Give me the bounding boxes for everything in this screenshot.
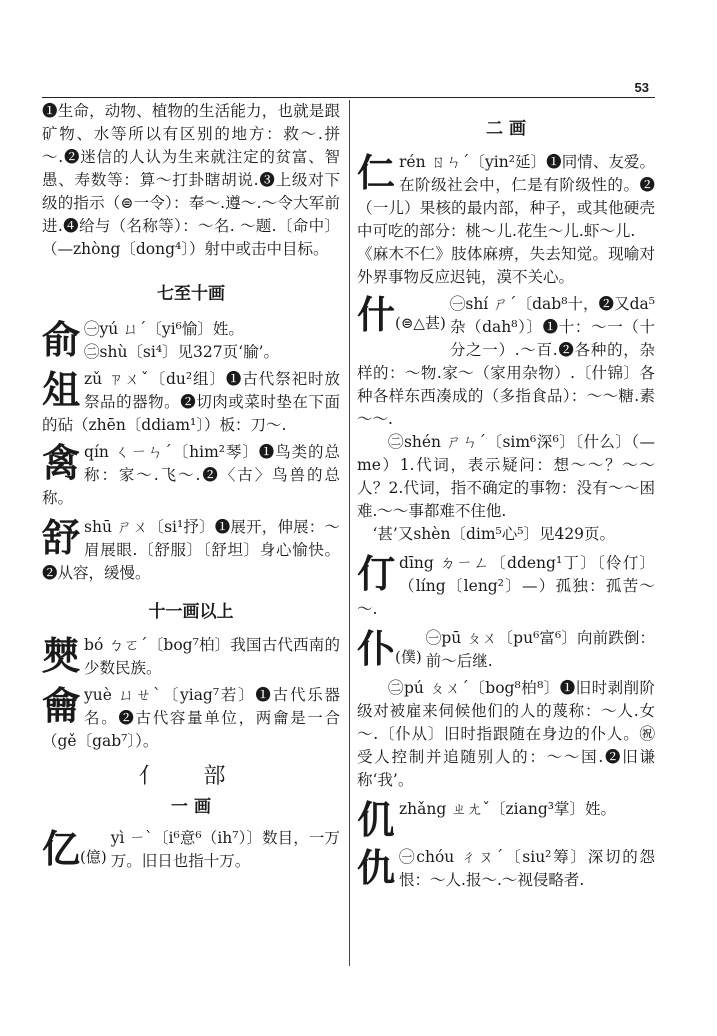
dictionary-entry xyxy=(42,368,340,437)
headword: 俎 xyxy=(42,368,81,412)
dictionary-entry xyxy=(42,684,340,753)
header-rule xyxy=(42,97,655,98)
dictionary-entry xyxy=(357,151,655,243)
entry-text: ㊀pū ㄆㄨ〔pu⁶富⁶〕向前跌倒：前～后继. xyxy=(425,629,655,670)
dictionary-entry xyxy=(357,846,655,892)
cross-reference: ‘甚’又shèn〔dim⁵心⁵〕见429页。 xyxy=(372,525,616,543)
section-heading: 七至十画 xyxy=(157,284,225,304)
headword: 仁 xyxy=(357,151,396,195)
entry-subsense: 《麻木不仁》肢体麻痹，失去知觉。现喻对外界事物反应迟钝，漠不关心。 xyxy=(357,245,655,286)
section-heading: 十一画以上 xyxy=(148,602,234,622)
entry-text: rén ㄖㄣˊ〔yin²延〕❶同情、友爱。在阶级社会中，仁是有阶级性的。❷（一儿）果核的最内部，种子，或其他硬壳中可吃的部分：桃～儿.花生～儿.虾～儿. xyxy=(357,153,655,240)
continued-entry: ❶生命，动物、植物的生活能力，也就是跟矿物、水等所以有区别的地方：救～.拼～.❷迷信的人认为生来就注定的贫富、智愚、寿数等：算～打卦瞎胡说.❸上级对下级的指示（⊜一令）：奉～.遵～.～令大军前进.❹给与（名称等）：～名. ～题.〔命中〕（—zhòng〔dong⁴〕）射中或击中目标。 xyxy=(42,102,340,258)
entry-text: zhǎng ㄓㄤˇ〔ziang³掌〕姓。 xyxy=(399,800,616,818)
dictionary-entry xyxy=(42,827,340,877)
dictionary-entry xyxy=(357,798,655,840)
section-heading: 一 画 xyxy=(171,797,211,817)
entry-text: dīng ㄉㄧㄥ〔ddeng¹丁〕〔伶仃〕（líng〔leng²〕—）孤独：孤苦～～. xyxy=(357,554,655,618)
right-column xyxy=(357,100,655,892)
entry-reading: ㊁shù〔si⁴〕见327页‘腧’。 xyxy=(84,343,279,361)
traditional-form: (億) xyxy=(80,848,107,866)
dictionary-entry xyxy=(42,634,340,680)
headword: 俞 xyxy=(42,318,81,362)
entry-text: yì ㄧˋ〔i⁶意⁶（ih⁷）〕数目，一万万。旧日也指十万。 xyxy=(110,829,340,870)
dictionary-entry xyxy=(357,627,655,677)
headword: 仇 xyxy=(357,846,396,890)
headword: 僰 xyxy=(42,634,81,678)
dictionary-entry xyxy=(42,516,340,585)
headword: 什 xyxy=(357,293,396,337)
page-number: 53 xyxy=(634,80,649,95)
dictionary-entry xyxy=(357,552,655,621)
left-column xyxy=(42,100,340,877)
headword: 龠 xyxy=(42,684,81,728)
dictionary-entry xyxy=(42,318,340,364)
entry-reading: ㊀yú ㄩˊ〔yi⁶愉〕姓。 xyxy=(84,320,244,338)
section-heading: 二 画 xyxy=(486,119,526,139)
entry-text: yuè ㄩㄝˋ〔yiag⁷若〕❶古代乐器名。❷古代容量单位，两龠是一合（gě〔gab⁷〕）。 xyxy=(42,686,340,750)
dictionary-entry xyxy=(357,293,655,431)
headword: 舒 xyxy=(42,516,81,560)
traditional-form: (僕) xyxy=(395,648,422,666)
entry-text: ㊀chóu ㄔㄡˊ〔siu²筹〕深切的怨恨：～人.报～.～视侵略者. xyxy=(399,848,655,889)
column-divider xyxy=(349,100,350,966)
entry-text: shū ㄕㄨ〔si¹抒〕❶展开，伸展：～眉展眼.〔舒服〕〔舒坦〕身心愉快。❷从容，缓慢。 xyxy=(42,518,340,582)
headword: 亿 xyxy=(42,827,81,871)
headword: 仉 xyxy=(357,798,396,840)
headword-group xyxy=(357,629,422,677)
entry-subsense: ㊁pú ㄆㄨˊ〔bog⁸柏⁸〕❶旧时剥削阶级对被雇来伺候他们的人的蔑称：～人.女～.〔仆从〕旧时指跟随在身边的仆人。㊗受人控制并追随别人的：～～国.❷旧谦称‘我’。 xyxy=(357,679,655,789)
radical-heading: 亻 部 xyxy=(138,764,244,789)
entry-text: ㊀shí ㄕˊ〔dab⁸十，❷又da⁵杂（dah⁸）〕❶十：～一（十分之一）.～百.❷各种的，杂样的：～物.家～（家用杂物）.〔什锦〕各种各样东西凑成的（多指食品）：～～糖.素～～. xyxy=(357,295,655,428)
headword: 禽 xyxy=(42,441,81,485)
entry-text: bó ㄅㄛˊ〔bog⁷柏〕我国古代西南的少数民族。 xyxy=(84,636,340,677)
headword: 仆 xyxy=(357,627,396,671)
entry-subsense: ㊁shén ㄕㄣˊ〔sim⁶深⁶〕〔什么〕（—me）1.代词，表示疑问：想～～？～～人？2.代词，指不确定的事物：没有～～困难.～～事都难不住他. xyxy=(357,433,655,520)
entry-text: qín ㄑㄧㄣˊ〔him²琴〕❶鸟类的总称：家～.飞～.❷〈古〉鸟兽的总称。 xyxy=(42,443,340,507)
headword: 仃 xyxy=(357,552,396,596)
variant-form: (⊜△甚) xyxy=(395,314,446,332)
dictionary-entry xyxy=(42,441,340,510)
headword-group xyxy=(42,829,107,877)
headword-group xyxy=(357,295,446,343)
entry-text: zǔ ㄗㄨˇ〔du²组〕❶古代祭祀时放祭品的器物。❷切肉或菜时垫在下面的砧（zhēn〔ddiam¹〕）板：刀～. xyxy=(42,370,340,434)
